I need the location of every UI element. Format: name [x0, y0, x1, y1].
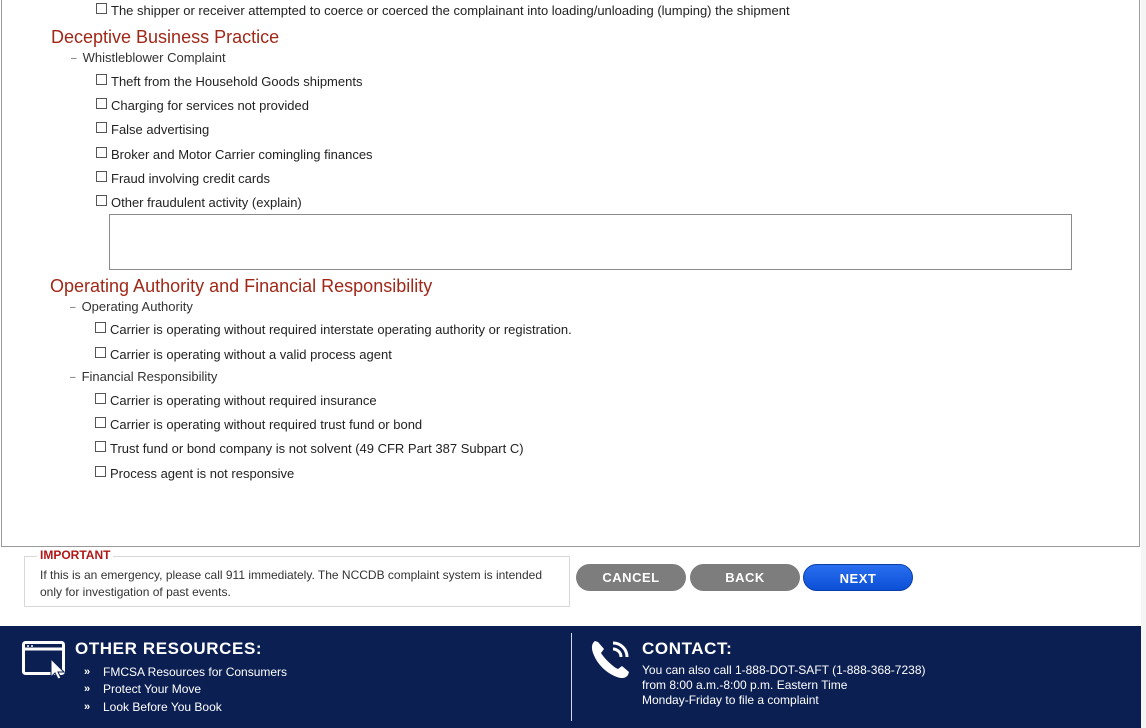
option-theft-label: Theft from the Household Goods shipments [111, 74, 363, 89]
chevron-right-icon: » [84, 683, 91, 695]
option-lumping-label: The shipper or receiver attempted to coerce or coerced the complainant into loading/unloading (lumping) the shipment [111, 3, 790, 18]
checkbox-charging[interactable] [96, 98, 107, 109]
important-title: IMPORTANT [37, 548, 113, 562]
subsection-whistleblower [71, 50, 226, 67]
back-button[interactable]: BACK [690, 564, 800, 591]
option-no-trust-fund-label: Carrier is operating without required trust fund or bond [110, 417, 423, 432]
cancel-button[interactable]: CANCEL [576, 564, 686, 591]
resources-link-fmcsa[interactable]: FMCSA Resources for Consumers [103, 665, 288, 679]
browser-cursor-icon [22, 641, 68, 679]
section-title-operating: Operating Authority and Financial Responsibility [50, 276, 433, 296]
option-other-fraud-label: Other fraudulent activity (explain) [111, 195, 302, 210]
checkbox-false-advertising[interactable] [96, 122, 107, 133]
footer [0, 626, 1141, 728]
checkbox-not-solvent[interactable] [95, 441, 106, 452]
chevron-right-icon: » [84, 666, 91, 678]
contact-line-hours: from 8:00 a.m.-8:00 p.m. Eastern Time [642, 678, 848, 692]
checkbox-no-operating-authority[interactable] [95, 322, 106, 333]
phone-icon [589, 637, 633, 681]
collapse-dash-icon[interactable]: – [70, 301, 76, 313]
checkbox-other-fraud[interactable] [96, 195, 107, 206]
checkbox-comingling[interactable] [96, 147, 107, 158]
chevron-right-icon: » [84, 701, 91, 713]
option-credit-card-fraud-label: Fraud involving credit cards [111, 171, 270, 186]
next-button[interactable]: NEXT [803, 564, 913, 591]
checkbox-theft[interactable] [96, 74, 107, 85]
option-no-insurance-label: Carrier is operating without required insurance [110, 393, 377, 408]
resources-link-protect-move[interactable]: Protect Your Move [103, 682, 202, 696]
option-not-solvent-label: Trust fund or bond company is not solvent (49 CFR Part 387 Subpart C) [110, 441, 524, 456]
important-text: If this is an emergency, please call 911 immediately. The NCCDB complaint system is intended only for investigation of past events. [40, 568, 542, 599]
contact-title: CONTACT: [642, 639, 733, 658]
page-scrollbar[interactable] [1141, 0, 1146, 728]
option-no-process-agent-label: Carrier is operating without a valid process agent [110, 347, 392, 362]
checkbox-no-insurance[interactable] [95, 393, 106, 404]
checkbox-agent-not-responsive[interactable] [95, 466, 106, 477]
other-fraud-explain-input[interactable] [109, 214, 1072, 270]
contact-line-phone: You can also call 1-888-DOT-SAFT (1-888-368-7238) [642, 663, 926, 677]
option-comingling-label: Broker and Motor Carrier comingling finances [111, 147, 373, 162]
checkbox-no-process-agent[interactable] [95, 347, 106, 358]
checkbox-no-trust-fund[interactable] [95, 417, 106, 428]
resources-title: OTHER RESOURCES: [75, 639, 263, 658]
option-no-operating-authority-label: Carrier is operating without required interstate operating authority or registration. [110, 322, 572, 337]
section-title-deceptive: Deceptive Business Practice [51, 27, 280, 47]
subsection-financial-responsibility [70, 369, 217, 386]
checkbox-credit-card-fraud[interactable] [96, 171, 107, 182]
checkbox-lumping[interactable] [96, 3, 107, 14]
subsection-financial-responsibility-label: Financial Responsibility [81, 369, 218, 384]
footer-divider [571, 633, 572, 721]
subsection-whistleblower-label: Whistleblower Complaint [82, 50, 226, 65]
option-false-advertising-label: False advertising [111, 122, 210, 137]
option-charging-label: Charging for services not provided [111, 98, 309, 113]
option-agent-not-responsive-label: Process agent is not responsive [110, 466, 295, 481]
subsection-operating-authority [70, 299, 193, 316]
subsection-operating-authority-label: Operating Authority [81, 299, 193, 314]
collapse-dash-icon[interactable]: – [70, 371, 76, 383]
contact-line-days: Monday-Friday to file a complaint [642, 693, 819, 707]
resources-link-look-before[interactable]: Look Before You Book [103, 700, 222, 714]
complaint-form-panel [1, 0, 1140, 547]
collapse-dash-icon[interactable]: – [71, 52, 77, 64]
